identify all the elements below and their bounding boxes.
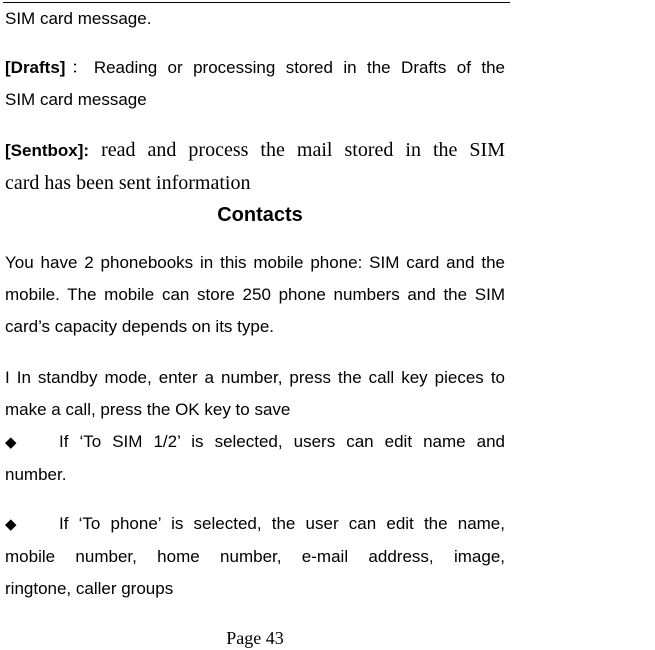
drafts-separator: ： bbox=[65, 58, 94, 77]
page-number: Page 43 bbox=[226, 628, 284, 648]
contacts-paragraph-text: You have 2 phonebooks in this mobile phone: SIM card and the mobile. The mobile can store 250 phone numbers and the SIM card’s capacity depends on its type. bbox=[5, 253, 505, 336]
drafts-label: [Drafts] bbox=[5, 58, 66, 77]
bullet-text-line-1: If ‘To phone’ is selected, the user can edit the name, bbox=[59, 514, 505, 533]
drafts-text-line-1: Reading or processing stored in the Drafts of the bbox=[93, 58, 506, 77]
sentbox-line-2 bbox=[5, 167, 505, 199]
diamond-bullet-icon: ◆ bbox=[5, 516, 17, 533]
contacts-heading: Contacts bbox=[217, 204, 303, 226]
contacts-paragraph bbox=[5, 247, 505, 343]
bullet-line-1 bbox=[5, 508, 505, 541]
diamond-bullet-icon: ◆ bbox=[5, 434, 17, 451]
intro-tail-paragraph bbox=[5, 3, 505, 35]
drafts-text-line-2: SIM card message bbox=[5, 90, 147, 109]
bullet-text-line-3: ringtone, caller groups bbox=[5, 579, 174, 598]
standby-paragraph-text: I In standby mode, enter a number, press the call key pieces to make a call, press the OK key to save bbox=[5, 368, 505, 419]
drafts-line-1 bbox=[5, 52, 505, 84]
drafts-line-2 bbox=[5, 84, 505, 116]
bullet-line-1 bbox=[5, 426, 505, 459]
bullet-item-to-sim bbox=[5, 426, 505, 491]
bullet-text-line-1: If ‘To SIM 1/2’ is selected, users can edit name and bbox=[59, 432, 505, 451]
sentbox-paragraph bbox=[5, 134, 505, 199]
sentbox-text-line-2: card has been sent information bbox=[5, 172, 251, 194]
sentbox-label: [Sentbox]: bbox=[5, 141, 90, 160]
bullet-text-line-2: number. bbox=[5, 465, 67, 484]
sentbox-line-1 bbox=[5, 134, 505, 167]
drafts-paragraph bbox=[5, 52, 505, 116]
standby-paragraph bbox=[5, 362, 505, 426]
sentbox-text-line-1: read and process the mail stored in the SIM bbox=[89, 139, 505, 161]
bullet-text-line-2: mobile number, home number, e-mail address, image, bbox=[5, 547, 505, 566]
bullet-item-to-phone bbox=[5, 508, 505, 605]
intro-tail-text: SIM card message. bbox=[5, 9, 152, 28]
